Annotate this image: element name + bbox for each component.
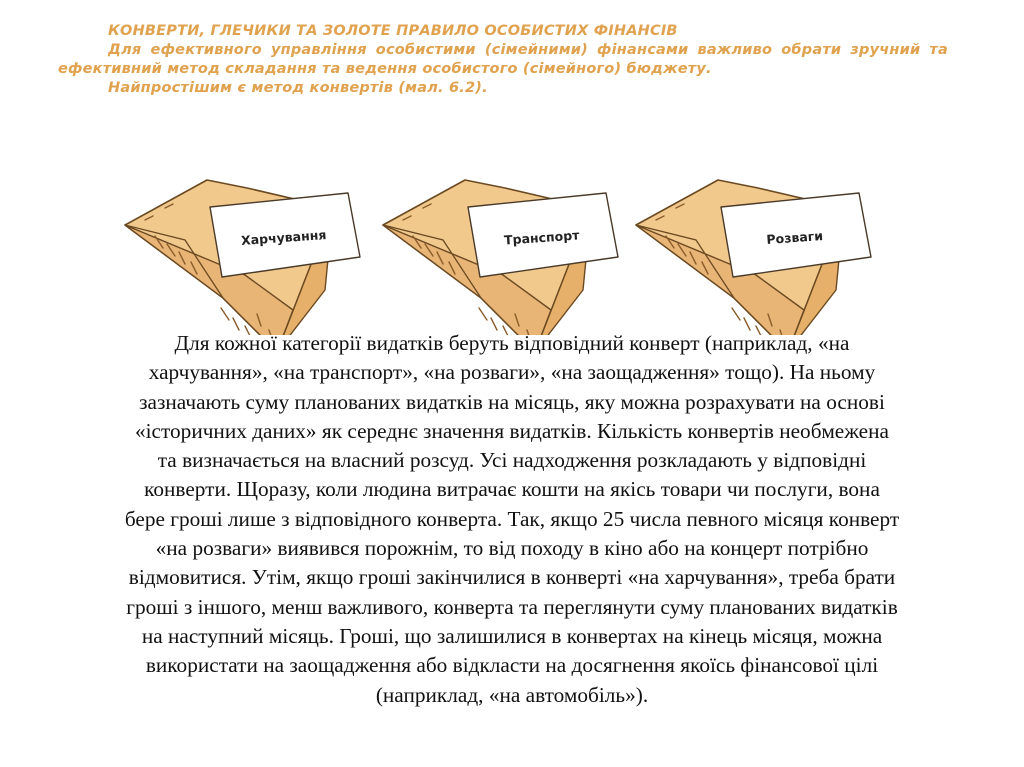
method-note: Найпростішим є метод конвертів (мал. 6.2).: [108, 80, 488, 96]
envelope-label-food: Харчування: [240, 227, 327, 248]
body-line: «на розваги» виявився порожнім, то від походу в кіно або на концерт потрібно: [155, 536, 869, 561]
body-paragraph: [44, 329, 980, 710]
intro-paragraph: Для ефективного управління особистими (сімейними) фінансами важливо обрати зручний та ефективний метод складання та ведення особистого (сімейного) бюджету.: [58, 42, 948, 77]
envelope-label-entertainment: Розваги: [765, 228, 824, 247]
body-line: використати на заощадження або відкласти на досягнення якоїсь фінансової цілі: [145, 653, 879, 678]
body-line: на наступний місяць. Гроші, що залишилися в конвертах на кінець місяця, можна: [141, 623, 883, 648]
body-line: гроші з іншого, менш важливого, конверта та переглянути суму планованих видатків: [126, 594, 898, 619]
envelopes-illustration: [0, 0, 1024, 335]
document-title: КОНВЕРТИ, ГЛЕЧИКИ ТА ЗОЛОТЕ ПРАВИЛО ОСОБИСТИХ ФІНАНСІВ: [108, 23, 678, 39]
body-line: бере гроші лише з відповідного конверта. Так, якщо 25 числа певного місяця конверт: [124, 506, 900, 531]
body-line: конверти. Щоразу, коли людина витрачає кошти на якісь товари чи послуги, вона: [144, 477, 880, 502]
body-line: (наприклад, «на автомобіль»).: [375, 682, 649, 707]
body-line: Для кожної категорії видатків беруть відповідний конверт (наприклад, «на: [174, 331, 850, 355]
body-line: відмовитися. Утім, якщо гроші закінчилися в конверті «на харчування», треба брати: [128, 565, 896, 590]
body-line: «історичних даних» як середнє значення видатків. Кількість конвертів необмежена: [134, 418, 889, 443]
body-line: харчування», «на транспорт», «на розваги», «на заощадження» тощо). На ньому: [148, 360, 876, 385]
body-line: та визначається на власний розсуд. Усі надходження розкладають у відповідні: [157, 448, 867, 473]
envelope-label-transport: Транспорт: [503, 227, 580, 248]
envelope-food: [125, 180, 360, 335]
envelope-entertainment: [636, 180, 871, 335]
envelope-transport: [383, 180, 618, 335]
body-line: зазначають суму планованих видатків на місяць, яку можна розрахувати на основі: [139, 389, 885, 414]
